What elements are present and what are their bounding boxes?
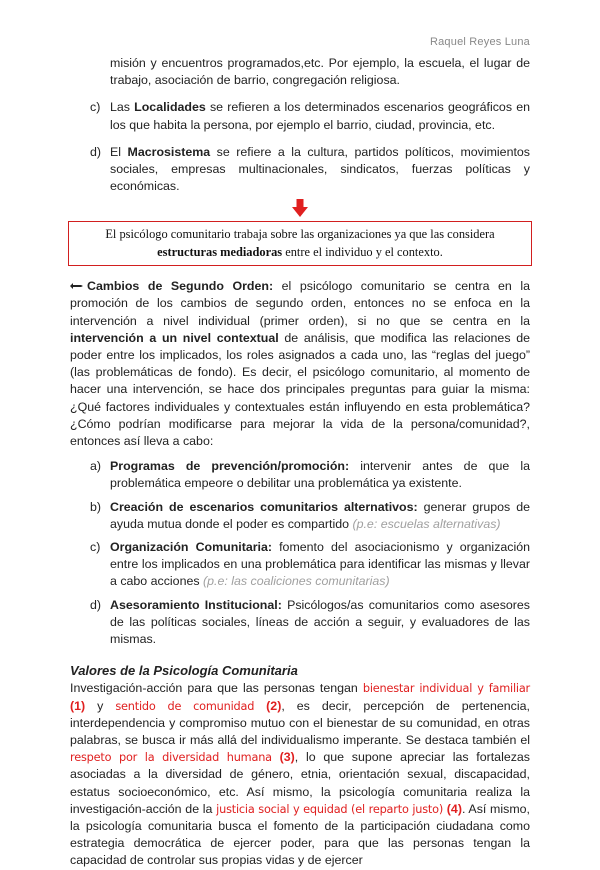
cambios-title: Cambios de Segundo Orden: [87,279,274,294]
list-label: c) [90,540,101,555]
list-item-asesoramiento: d) Asesoramiento Institucional: Psicólogos/as comunitarios como asesores de las políticas sociales, líneas de acción a seguir, y evaluadores de las mismas. [90,597,530,647]
list-label: b) [90,499,102,514]
term-macrosistema: Macrosistema [127,144,211,159]
list-label: a) [90,459,102,474]
value-highlight-1: bienestar individual y familiar [362,682,530,696]
list-item-organizacion: c) Organización Comunitaria: fomento del asociacionismo y organización entre los implicados en una problemática para identificar las mismas y llevar a cabo acciones (p.e: las coaliciones comunitarias) [90,540,531,589]
value-number-1: (1) [70,698,86,713]
highlight-box: El psicólogo comunitario trabaja sobre las organizaciones ya que las considera estructuras mediadoras entre el individuo y el contexto. [68,221,532,266]
list-item-localidades: c) Las Localidades se refieren a los determinados escenarios geográficos en los que habita la persona, por ejemplo el barrio, ciudad, provincia, etc. [90,100,530,132]
example-note: (p.e: las coaliciones comunitarias) [203,574,390,589]
list-label: d) [90,597,102,612]
list-item-programas: a) Programas de prevención/promoción: intervenir antes de que la problemática empeore o debilitar una problemática ya existente. [90,459,530,491]
list-item-macrosistema: d) El Macrosistema se refiere a la cultura, partidos políticos, movimientos sociales, empresas multinacionales, sindicatos, fuerzas políticas y económicas. [90,144,530,194]
cambios-paragraph: Cambios de Segundo Orden: el psicólogo comunitario se centra en la promoción de los cambios de segundo orden, entonces no se enfoca en la intervención a nivel individual (primer orden), si no que se centra en la intervención a un nivel contextual de análisis, que modifica las relaciones de poder entre los implicados, los roles asignados a cada uno, las “reglas del juego” (las problemáticas de fondo). Es decir, el psicólogo comunitario, al momento de hacer una intervención, se hace dos principales preguntas para guiar la misma: ¿Qué factores individuales y contextuales están influyendo en esta problemática? ¿Cómo podrían modificarse para mejorar la vida de la persona/comunidad?, entonces así lleva a cabo: [70,279,531,449]
page-header-author: Raquel Reyes Luna [429,36,530,48]
value-highlight-3: respeto por la diversidad humana [70,751,272,765]
value-number-4: (4) [446,801,462,816]
pencil-icon [70,281,83,291]
highlight-bold: estructuras mediadoras [157,244,283,259]
value-number-2: (2) [266,698,282,713]
value-number-3: (3) [279,750,295,765]
list-label: d) [90,144,102,159]
list-label: c) [90,100,101,115]
value-highlight-2: sentido de comunidad [115,699,255,713]
valores-paragraph: Investigación-acción para que las personas tengan bienestar individual y familiar (1) y sentido de comunidad (2), es decir, percepción de pertenencia, interdependencia y compromiso mutuo con el bienestar de su comunidad, en otras palabras, se busca ir más allá del individualismo imperante. Se destaca también el respeto por la diversidad humana (3), lo que supone apreciar las fortalezas asociadas a la diversidad de género, etnia, orientación sexual, discapacidad, estatus socioeconómico, etc. Así mismo, la psicología comunitaria realiza la investigación-acción de la justicia social y equidad (el reparto justo) (4). Así mismo, la psicología comunitaria busca el fomento de la participación ciudadana como estrategia democrática de ejercer poder, para que las personas tengan la capacidad de controlar sus propias vidas y de ejercer [70,681,530,868]
value-highlight-4: justicia social y equidad (el reparto justo) [216,802,444,816]
document-body [70,55,530,870]
example-note: (p.e: escuelas alternativas) [352,516,501,531]
cambios-bold-term: intervención a un nivel contextual [70,330,279,345]
section-heading-valores: Valores de la Psicología Comunitaria [70,663,298,679]
list-item-escenarios: b) Creación de escenarios comunitarios alternativos: generar grupos de ayuda mutua donde el poder es compartido (p.e: escuelas alternativas) [90,499,530,531]
term-localidades: Localidades [134,100,206,115]
down-arrow-icon [292,199,308,217]
continuation-paragraph: misión y encuentros programados,etc. Por ejemplo, la escuela, el lugar de trabajo, asociación de barrio, congregación religiosa. [110,56,530,88]
